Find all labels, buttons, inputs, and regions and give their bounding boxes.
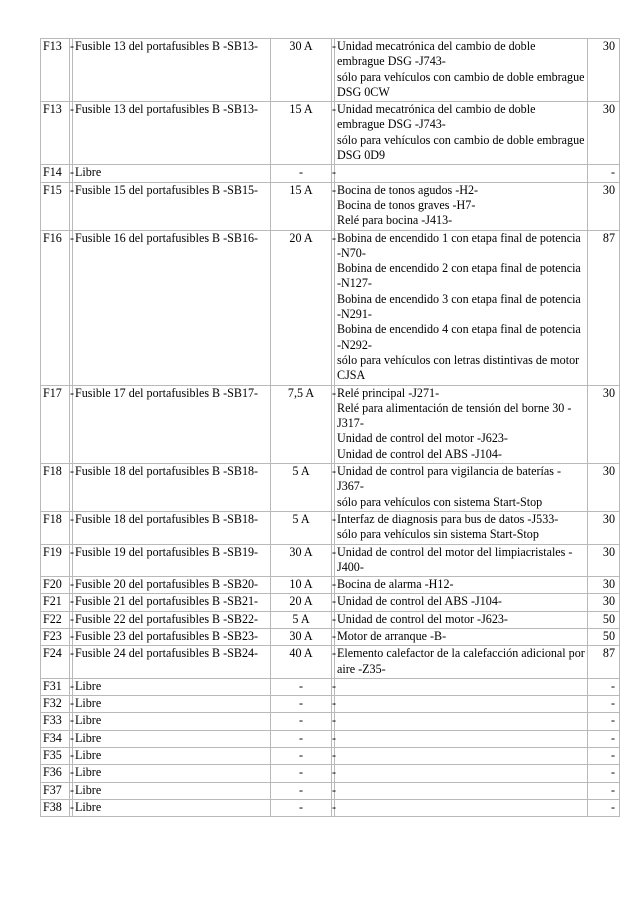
table-row bbox=[41, 646, 620, 679]
table-row bbox=[41, 696, 620, 713]
separator: - bbox=[332, 545, 335, 578]
fuse-ampere: - bbox=[271, 783, 332, 800]
fuse-number: F18 bbox=[41, 464, 70, 512]
separator: - bbox=[332, 713, 335, 730]
separator: - bbox=[70, 783, 73, 800]
fuse-name: Fusible 17 del portafusibles B -SB17- bbox=[73, 386, 271, 464]
fuse-terminal: 30 bbox=[588, 512, 620, 545]
fuse-name: Fusible 13 del portafusibles B -SB13- bbox=[73, 102, 271, 165]
fuse-components bbox=[335, 783, 588, 800]
fuse-ampere: - bbox=[271, 696, 332, 713]
fuse-ampere: 30 A bbox=[271, 629, 332, 646]
fuse-terminal: 30 bbox=[588, 39, 620, 102]
fuse-components bbox=[335, 464, 588, 512]
table-row bbox=[41, 765, 620, 782]
fuse-components bbox=[335, 679, 588, 696]
table-row bbox=[41, 545, 620, 578]
fuse-number: F20 bbox=[41, 577, 70, 594]
fuse-terminal: - bbox=[588, 800, 620, 817]
fuse-number: F15 bbox=[41, 183, 70, 231]
fuse-number: F24 bbox=[41, 646, 70, 679]
component-line: sólo para vehículos sin sistema Start-Stop bbox=[337, 527, 539, 542]
fuse-ampere: 5 A bbox=[271, 612, 332, 629]
component-line: sólo para vehículos con letras distintivas de motor CJSA bbox=[337, 352, 580, 383]
separator: - bbox=[332, 765, 335, 782]
component-line: Bobina de encendido 2 con etapa final de potencia -N127- bbox=[337, 261, 581, 291]
separator: - bbox=[70, 646, 73, 679]
table-row bbox=[41, 165, 620, 182]
fuse-terminal: - bbox=[588, 731, 620, 748]
fuse-name: Fusible 13 del portafusibles B -SB13- bbox=[73, 39, 271, 102]
separator: - bbox=[70, 386, 73, 464]
fuse-ampere: 40 A bbox=[271, 646, 332, 679]
fuse-number: F19 bbox=[41, 545, 70, 578]
component-line: Bocina de alarma -H12- bbox=[337, 577, 454, 592]
table-row bbox=[41, 713, 620, 730]
separator: - bbox=[332, 731, 335, 748]
fuse-terminal: - bbox=[588, 748, 620, 765]
separator: - bbox=[332, 646, 335, 679]
component-line: Unidad de control del ABS -J104- bbox=[337, 594, 502, 609]
table-row bbox=[41, 464, 620, 512]
separator: - bbox=[70, 594, 73, 611]
fuse-components bbox=[335, 386, 588, 464]
fuse-table bbox=[40, 38, 620, 817]
separator: - bbox=[332, 800, 335, 817]
table-row bbox=[41, 679, 620, 696]
table-row bbox=[41, 386, 620, 464]
component-line: Interfaz de diagnosis para bus de datos -J533- bbox=[337, 511, 559, 526]
separator: - bbox=[332, 512, 335, 545]
separator: - bbox=[70, 165, 73, 182]
fuse-number: F13 bbox=[41, 102, 70, 165]
separator: - bbox=[332, 783, 335, 800]
fuse-name: Libre bbox=[73, 748, 271, 765]
fuse-number: F17 bbox=[41, 386, 70, 464]
fuse-terminal: 50 bbox=[588, 612, 620, 629]
component-line: Unidad de control del motor -J623- bbox=[337, 431, 508, 446]
fuse-ampere: 30 A bbox=[271, 39, 332, 102]
table-row bbox=[41, 577, 620, 594]
fuse-number: F22 bbox=[41, 612, 70, 629]
fuse-components bbox=[335, 165, 588, 182]
fuse-terminal: 87 bbox=[588, 231, 620, 386]
fuse-terminal: 30 bbox=[588, 577, 620, 594]
separator: - bbox=[70, 612, 73, 629]
fuse-terminal: 30 bbox=[588, 545, 620, 578]
fuse-name: Fusible 16 del portafusibles B -SB16- bbox=[73, 231, 271, 386]
component-line: Relé principal -J271- bbox=[337, 385, 440, 400]
fuse-terminal: 50 bbox=[588, 629, 620, 646]
fuse-ampere: 5 A bbox=[271, 512, 332, 545]
fuse-components bbox=[335, 39, 588, 102]
table-row bbox=[41, 612, 620, 629]
fuse-components bbox=[335, 577, 588, 594]
fuse-terminal: 30 bbox=[588, 102, 620, 165]
fuse-number: F23 bbox=[41, 629, 70, 646]
fuse-ampere: - bbox=[271, 731, 332, 748]
fuse-ampere: - bbox=[271, 765, 332, 782]
fuse-terminal: - bbox=[588, 696, 620, 713]
fuse-components bbox=[335, 183, 588, 231]
fuse-table-body bbox=[41, 39, 620, 817]
fuse-components bbox=[335, 612, 588, 629]
table-row bbox=[41, 102, 620, 165]
fuse-components bbox=[335, 696, 588, 713]
fuse-name: Fusible 18 del portafusibles B -SB18- bbox=[73, 512, 271, 545]
fuse-name: Libre bbox=[73, 165, 271, 182]
separator: - bbox=[332, 183, 335, 231]
fuse-name: Libre bbox=[73, 800, 271, 817]
fuse-ampere: 15 A bbox=[271, 183, 332, 231]
fuse-name: Fusible 19 del portafusibles B -SB19- bbox=[73, 545, 271, 578]
separator: - bbox=[70, 629, 73, 646]
fuse-name: Libre bbox=[73, 731, 271, 748]
fuse-components bbox=[335, 748, 588, 765]
fuse-ampere: 15 A bbox=[271, 102, 332, 165]
table-row bbox=[41, 629, 620, 646]
component-line: sólo para vehículos con cambio de doble embrague DSG 0D9 bbox=[337, 132, 585, 163]
component-line: Unidad de control para vigilancia de baterías -J367- bbox=[337, 464, 561, 494]
separator: - bbox=[70, 577, 73, 594]
separator: - bbox=[70, 183, 73, 231]
fuse-terminal: - bbox=[588, 679, 620, 696]
fuse-terminal: - bbox=[588, 783, 620, 800]
fuse-components bbox=[335, 102, 588, 165]
separator: - bbox=[332, 577, 335, 594]
fuse-ampere: 5 A bbox=[271, 464, 332, 512]
fuse-number: F13 bbox=[41, 39, 70, 102]
table-row bbox=[41, 512, 620, 545]
table-row bbox=[41, 594, 620, 611]
component-line: Bocina de tonos agudos -H2- bbox=[337, 182, 479, 197]
fuse-components bbox=[335, 594, 588, 611]
table-row bbox=[41, 800, 620, 817]
fuse-ampere: 20 A bbox=[271, 231, 332, 386]
fuse-number: F14 bbox=[41, 165, 70, 182]
separator: - bbox=[332, 231, 335, 386]
fuse-terminal: - bbox=[588, 765, 620, 782]
component-line: Relé para alimentación de tensión del borne 30 -J317- bbox=[337, 400, 572, 431]
fuse-ampere: - bbox=[271, 679, 332, 696]
component-line: Unidad mecatrónica del cambio de doble embrague DSG -J743- bbox=[337, 39, 536, 69]
separator: - bbox=[70, 765, 73, 782]
separator: - bbox=[332, 629, 335, 646]
fuse-terminal: - bbox=[588, 165, 620, 182]
fuse-ampere: 7,5 A bbox=[271, 386, 332, 464]
fuse-name: Fusible 15 del portafusibles B -SB15- bbox=[73, 183, 271, 231]
separator: - bbox=[70, 748, 73, 765]
component-line: Bobina de encendido 3 con etapa final de potencia -N291- bbox=[337, 291, 581, 322]
table-row bbox=[41, 39, 620, 102]
fuse-number: F36 bbox=[41, 765, 70, 782]
separator: - bbox=[70, 39, 73, 102]
separator: - bbox=[332, 679, 335, 696]
fuse-components bbox=[335, 713, 588, 730]
component-line: Bocina de tonos graves -H7- bbox=[337, 197, 476, 212]
separator: - bbox=[70, 731, 73, 748]
fuse-name: Fusible 20 del portafusibles B -SB20- bbox=[73, 577, 271, 594]
component-line: Unidad de control del ABS -J104- bbox=[337, 446, 502, 461]
fuse-number: F34 bbox=[41, 731, 70, 748]
fuse-components bbox=[335, 231, 588, 386]
fuse-components bbox=[335, 512, 588, 545]
fuse-number: F32 bbox=[41, 696, 70, 713]
separator: - bbox=[70, 545, 73, 578]
component-line: Bobina de encendido 4 con etapa final de potencia -N292- bbox=[337, 322, 581, 352]
fuse-number: F21 bbox=[41, 594, 70, 611]
table-row bbox=[41, 731, 620, 748]
fuse-number: F18 bbox=[41, 512, 70, 545]
separator: - bbox=[70, 713, 73, 730]
fuse-terminal: 87 bbox=[588, 646, 620, 679]
fuse-name: Libre bbox=[73, 696, 271, 713]
fuse-ampere: 20 A bbox=[271, 594, 332, 611]
fuse-name: Libre bbox=[73, 765, 271, 782]
fuse-components bbox=[335, 765, 588, 782]
fuse-number: F35 bbox=[41, 748, 70, 765]
separator: - bbox=[332, 464, 335, 512]
component-line: Motor de arranque -B- bbox=[337, 628, 447, 643]
separator: - bbox=[332, 748, 335, 765]
fuse-name: Libre bbox=[73, 783, 271, 800]
fuse-name: Fusible 18 del portafusibles B -SB18- bbox=[73, 464, 271, 512]
fuse-name: Libre bbox=[73, 713, 271, 730]
separator: - bbox=[70, 102, 73, 165]
fuse-components bbox=[335, 629, 588, 646]
separator: - bbox=[332, 612, 335, 629]
separator: - bbox=[70, 679, 73, 696]
fuse-number: F31 bbox=[41, 679, 70, 696]
table-row bbox=[41, 183, 620, 231]
separator: - bbox=[70, 696, 73, 713]
fuse-number: F37 bbox=[41, 783, 70, 800]
component-line: Elemento calefactor de la calefacción adicional por aire -Z35- bbox=[337, 646, 585, 676]
fuse-name: Fusible 21 del portafusibles B -SB21- bbox=[73, 594, 271, 611]
separator: - bbox=[332, 594, 335, 611]
fuse-name: Fusible 24 del portafusibles B -SB24- bbox=[73, 646, 271, 679]
fuse-ampere: 10 A bbox=[271, 577, 332, 594]
component-line: Unidad mecatrónica del cambio de doble embrague DSG -J743- bbox=[337, 102, 536, 132]
fuse-number: F38 bbox=[41, 800, 70, 817]
separator: - bbox=[70, 231, 73, 386]
fuse-ampere: - bbox=[271, 748, 332, 765]
fuse-name: Fusible 23 del portafusibles B -SB23- bbox=[73, 629, 271, 646]
separator: - bbox=[332, 386, 335, 464]
fuse-ampere: - bbox=[271, 165, 332, 182]
component-line: Relé para bocina -J413- bbox=[337, 213, 453, 228]
separator: - bbox=[332, 102, 335, 165]
fuse-components bbox=[335, 800, 588, 817]
separator: - bbox=[332, 165, 335, 182]
fuse-terminal: 30 bbox=[588, 464, 620, 512]
separator: - bbox=[70, 512, 73, 545]
fuse-name: Fusible 22 del portafusibles B -SB22- bbox=[73, 612, 271, 629]
fuse-components bbox=[335, 545, 588, 578]
component-line: Unidad de control del motor del limpiacristales -J400- bbox=[337, 544, 573, 574]
component-line: sólo para vehículos con sistema Start-Stop bbox=[337, 494, 543, 509]
fuse-ampere: - bbox=[271, 713, 332, 730]
fuse-terminal: 30 bbox=[588, 386, 620, 464]
table-row bbox=[41, 231, 620, 386]
fuse-name: Libre bbox=[73, 679, 271, 696]
fuse-ampere: - bbox=[271, 800, 332, 817]
fuse-terminal: 30 bbox=[588, 594, 620, 611]
component-line: Bobina de encendido 1 con etapa final de potencia -N70- bbox=[337, 230, 581, 260]
separator: - bbox=[70, 800, 73, 817]
fuse-components bbox=[335, 646, 588, 679]
separator: - bbox=[70, 464, 73, 512]
table-row bbox=[41, 748, 620, 765]
fuse-terminal: - bbox=[588, 713, 620, 730]
fuse-components bbox=[335, 731, 588, 748]
component-line: Unidad de control del motor -J623- bbox=[337, 611, 508, 626]
fuse-ampere: 30 A bbox=[271, 545, 332, 578]
separator: - bbox=[332, 39, 335, 102]
fuse-terminal: 30 bbox=[588, 183, 620, 231]
table-row bbox=[41, 783, 620, 800]
fuse-number: F33 bbox=[41, 713, 70, 730]
component-line: sólo para vehículos con cambio de doble embrague DSG 0CW bbox=[337, 69, 585, 99]
fuse-number: F16 bbox=[41, 231, 70, 386]
separator: - bbox=[332, 696, 335, 713]
